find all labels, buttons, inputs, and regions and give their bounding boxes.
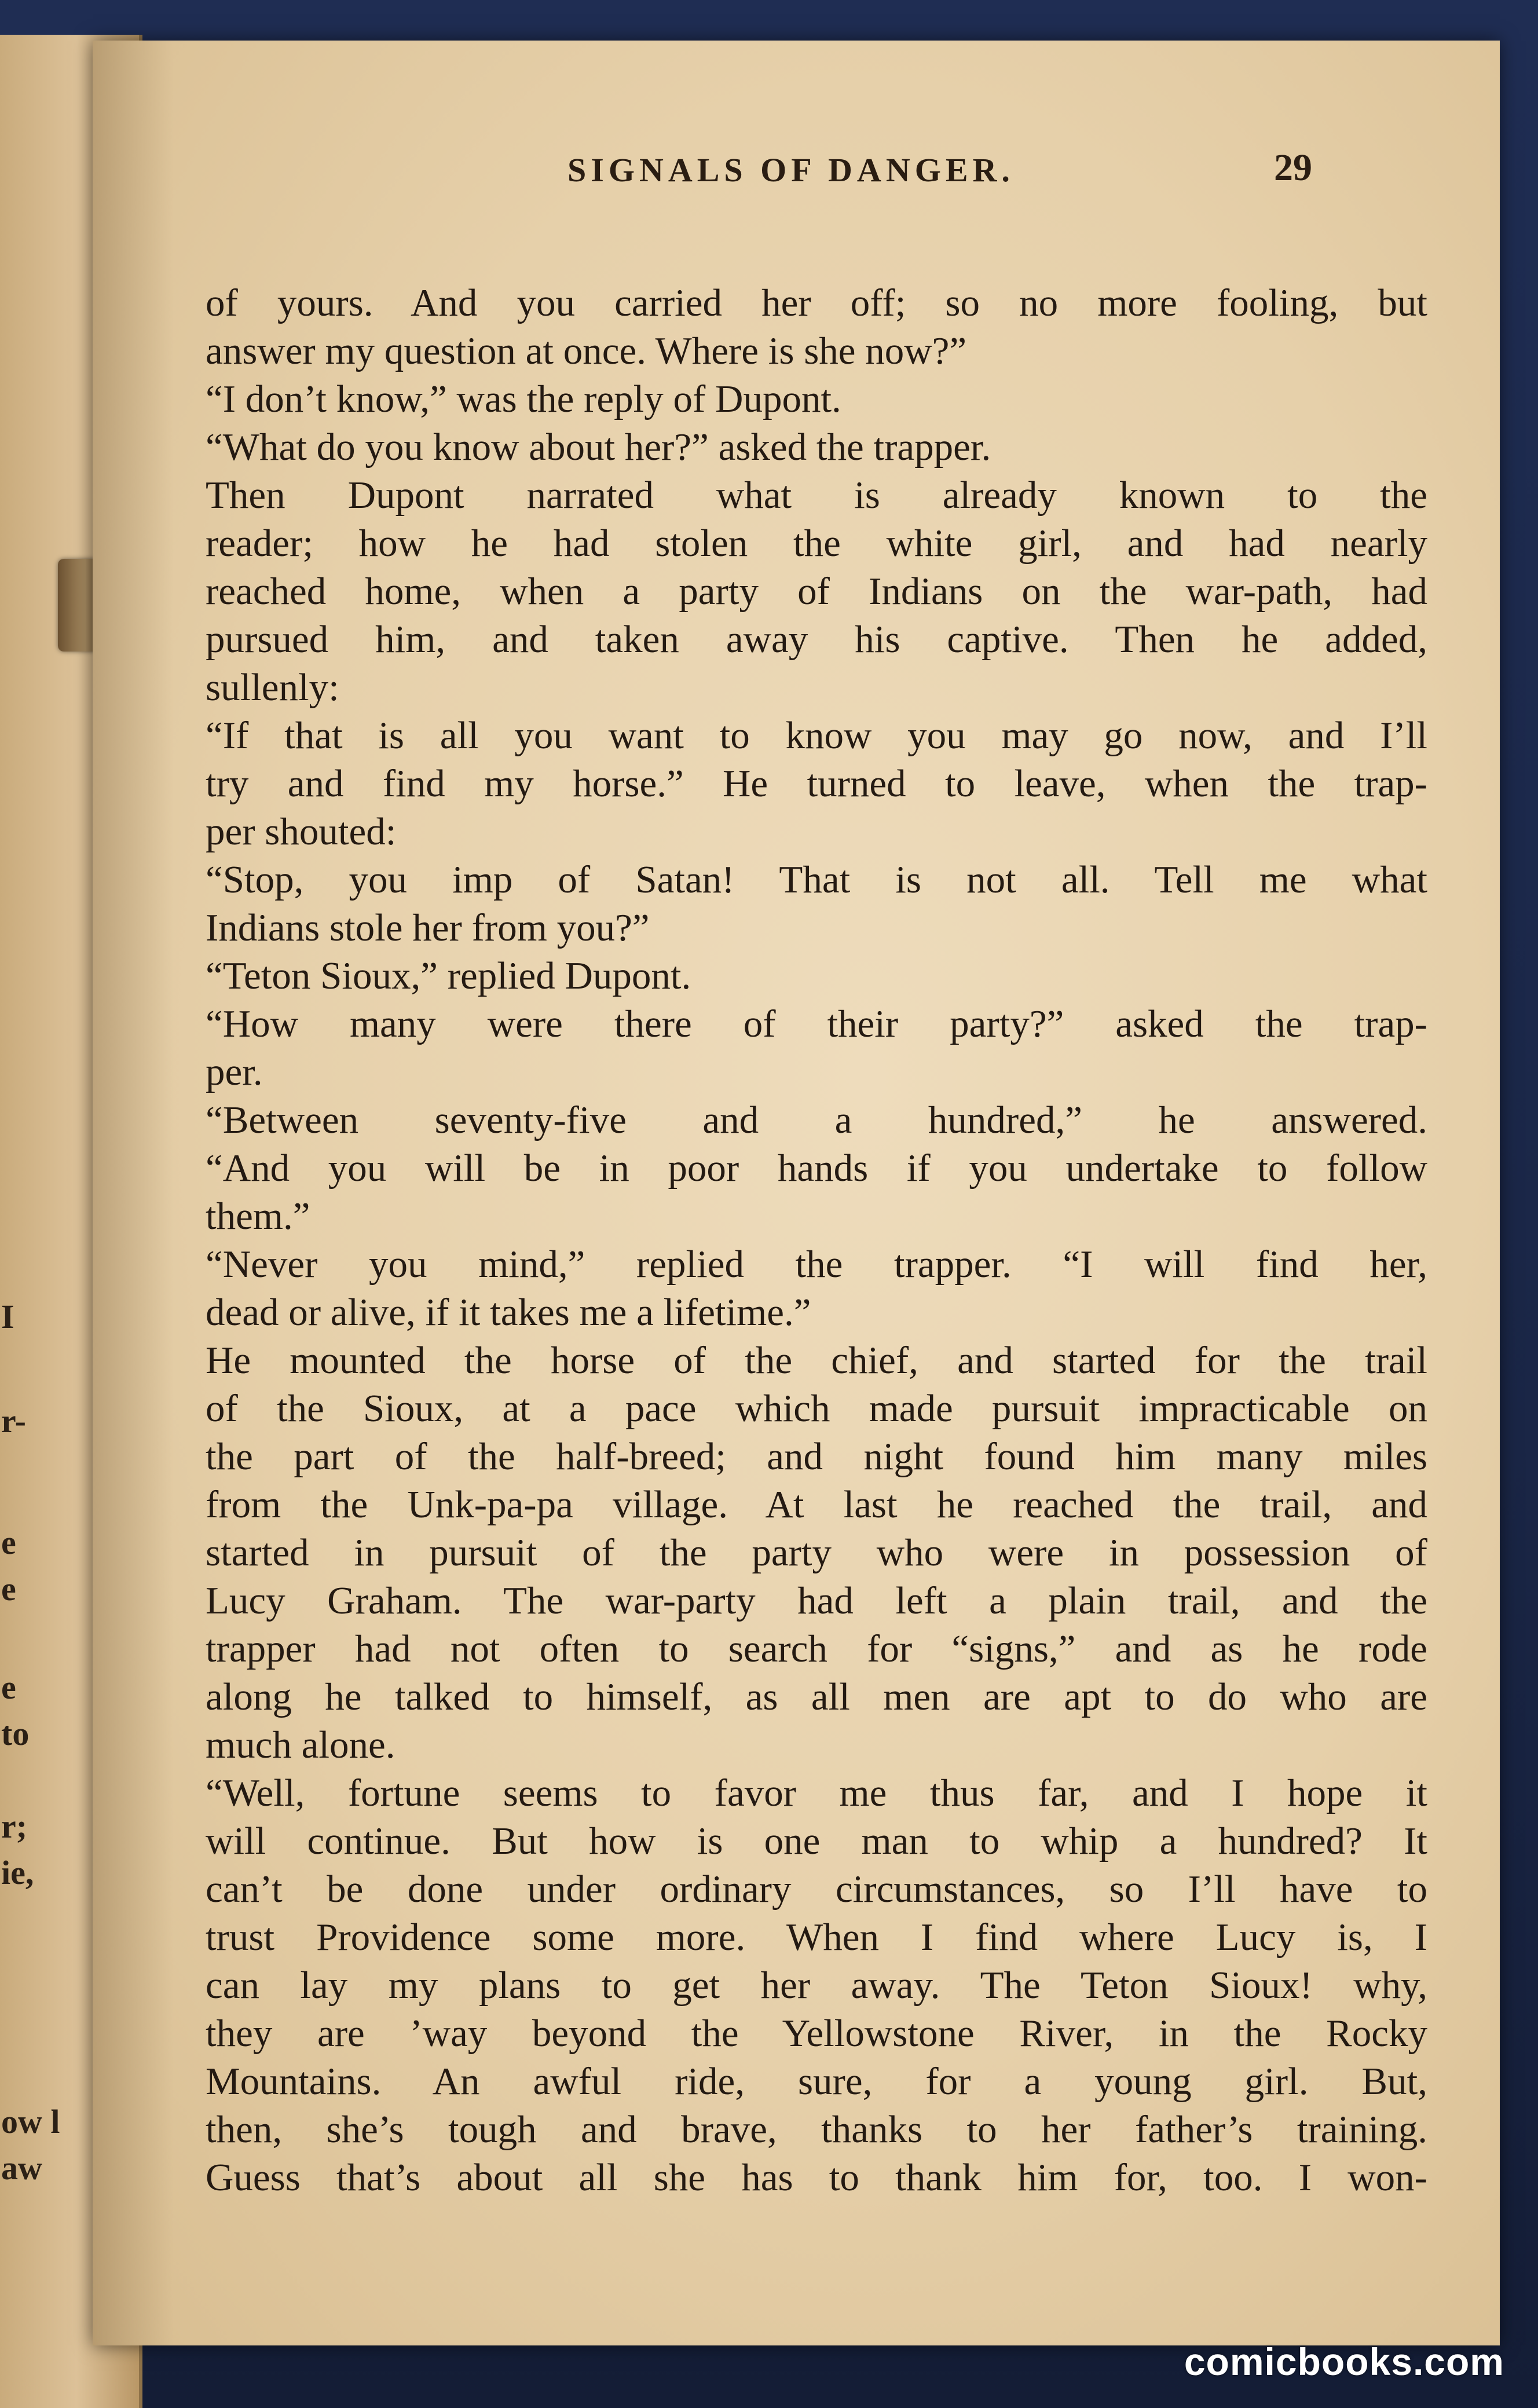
text-line: “Between seventy-five and a hundred,” he answered. (206, 1099, 1427, 1141)
text-line: they are ’way beyond the Yellowstone River, in the Rocky (206, 2012, 1427, 2055)
text-line: of the Sioux, at a pace which made pursuit impracticable on (206, 1387, 1427, 1430)
left-page-fragment: r; (1, 1807, 28, 1845)
text-line: He mounted the horse of the chief, and started for the trail (206, 1339, 1427, 1382)
text-line: then, she’s tough and brave, thanks to her father’s training. (206, 2108, 1427, 2151)
left-page-fragment: ow l (1, 2103, 60, 2140)
text-line: of yours. And you carried her off; so no more fooling, but (206, 281, 1427, 324)
text-line: Lucy Graham. The war-party had left a plain trail, and the (206, 1579, 1427, 1622)
text-line: reader; how he had stolen the white girl, and had nearly (206, 522, 1427, 565)
text-line: sullenly: (206, 666, 339, 709)
watermark-logo: comicbooks.com (1184, 2340, 1504, 2383)
text-line: “I don’t know,” was the reply of Dupont. (206, 378, 841, 420)
text-line: per. (206, 1051, 263, 1093)
text-line: Guess that’s about all she has to thank him for, too. I won- (206, 2156, 1427, 2199)
left-page-fragment: aw (1, 2149, 42, 2187)
text-line: “If that is all you want to know you may go now, and I’ll (206, 714, 1427, 757)
text-line: dead or alive, if it takes me a lifetime.” (206, 1291, 811, 1334)
text-line: from the Unk-pa-pa village. At last he reached the trail, and (206, 1483, 1427, 1526)
text-line: them.” (206, 1195, 310, 1238)
text-line: can’t be done under ordinary circumstances, so I’ll have to (206, 1868, 1427, 1911)
left-page-fragment: e (1, 1668, 16, 1706)
text-line: reached home, when a party of Indians on the war-path, had (206, 570, 1427, 613)
text-line: trapper had not often to search for “signs,” and as he rode (206, 1627, 1427, 1670)
text-line: much alone. (206, 1723, 396, 1766)
text-line: try and find my horse.” He turned to leave, when the trap- (206, 762, 1427, 805)
text-line: answer my question at once. Where is she now?” (206, 330, 967, 372)
text-line: will continue. But how is one man to whip a hundred? It (206, 1820, 1427, 1862)
text-line: Then Dupont narrated what is already known to the (206, 474, 1427, 517)
text-line: Indians stole her from you?” (206, 906, 650, 949)
text-line: the part of the half-breed; and night found him many miles (206, 1435, 1427, 1478)
body-text (206, 279, 1427, 2202)
running-head: SIGNALS OF DANGER. (567, 151, 1015, 189)
text-line: “Well, fortune seems to favor me thus far, and I hope it (206, 1772, 1427, 1814)
page-header (93, 147, 1500, 203)
text-line: per shouted: (206, 810, 397, 853)
text-line: can lay my plans to get her away. The Teton Sioux! why, (206, 1964, 1427, 2007)
left-page-fragment: ie, (1, 1854, 34, 1891)
text-line: “Teton Sioux,” replied Dupont. (206, 954, 691, 997)
text-line: Mountains. An awful ride, sure, for a young girl. But, (206, 2060, 1427, 2103)
text-line: “Stop, you imp of Satan! That is not all. Tell me what (206, 858, 1427, 901)
page-number: 29 (1274, 147, 1312, 189)
text-line: “How many were there of their party?” asked the trap- (206, 1002, 1427, 1045)
text-line: trust Providence some more. When I find where Lucy is, I (206, 1916, 1427, 1959)
text-line: pursued him, and taken away his captive. Then he added, (206, 618, 1427, 661)
left-page-fragment: r- (1, 1402, 26, 1440)
text-line: along he talked to himself, as all men are apt to do who are (206, 1675, 1427, 1718)
left-page-fragment: to (1, 1715, 30, 1752)
left-page-fragment: e (1, 1524, 16, 1561)
book-page (93, 41, 1500, 2345)
text-line: “And you will be in poor hands if you undertake to follow (206, 1147, 1427, 1190)
text-line: started in pursuit of the party who were in possession of (206, 1531, 1427, 1574)
text-line: “What do you know about her?” asked the trapper. (206, 426, 991, 469)
left-page-fragment: I (1, 1298, 14, 1335)
text-line: “Never you mind,” replied the trapper. “I will find her, (206, 1243, 1427, 1286)
left-page-fragment: e (1, 1570, 16, 1608)
